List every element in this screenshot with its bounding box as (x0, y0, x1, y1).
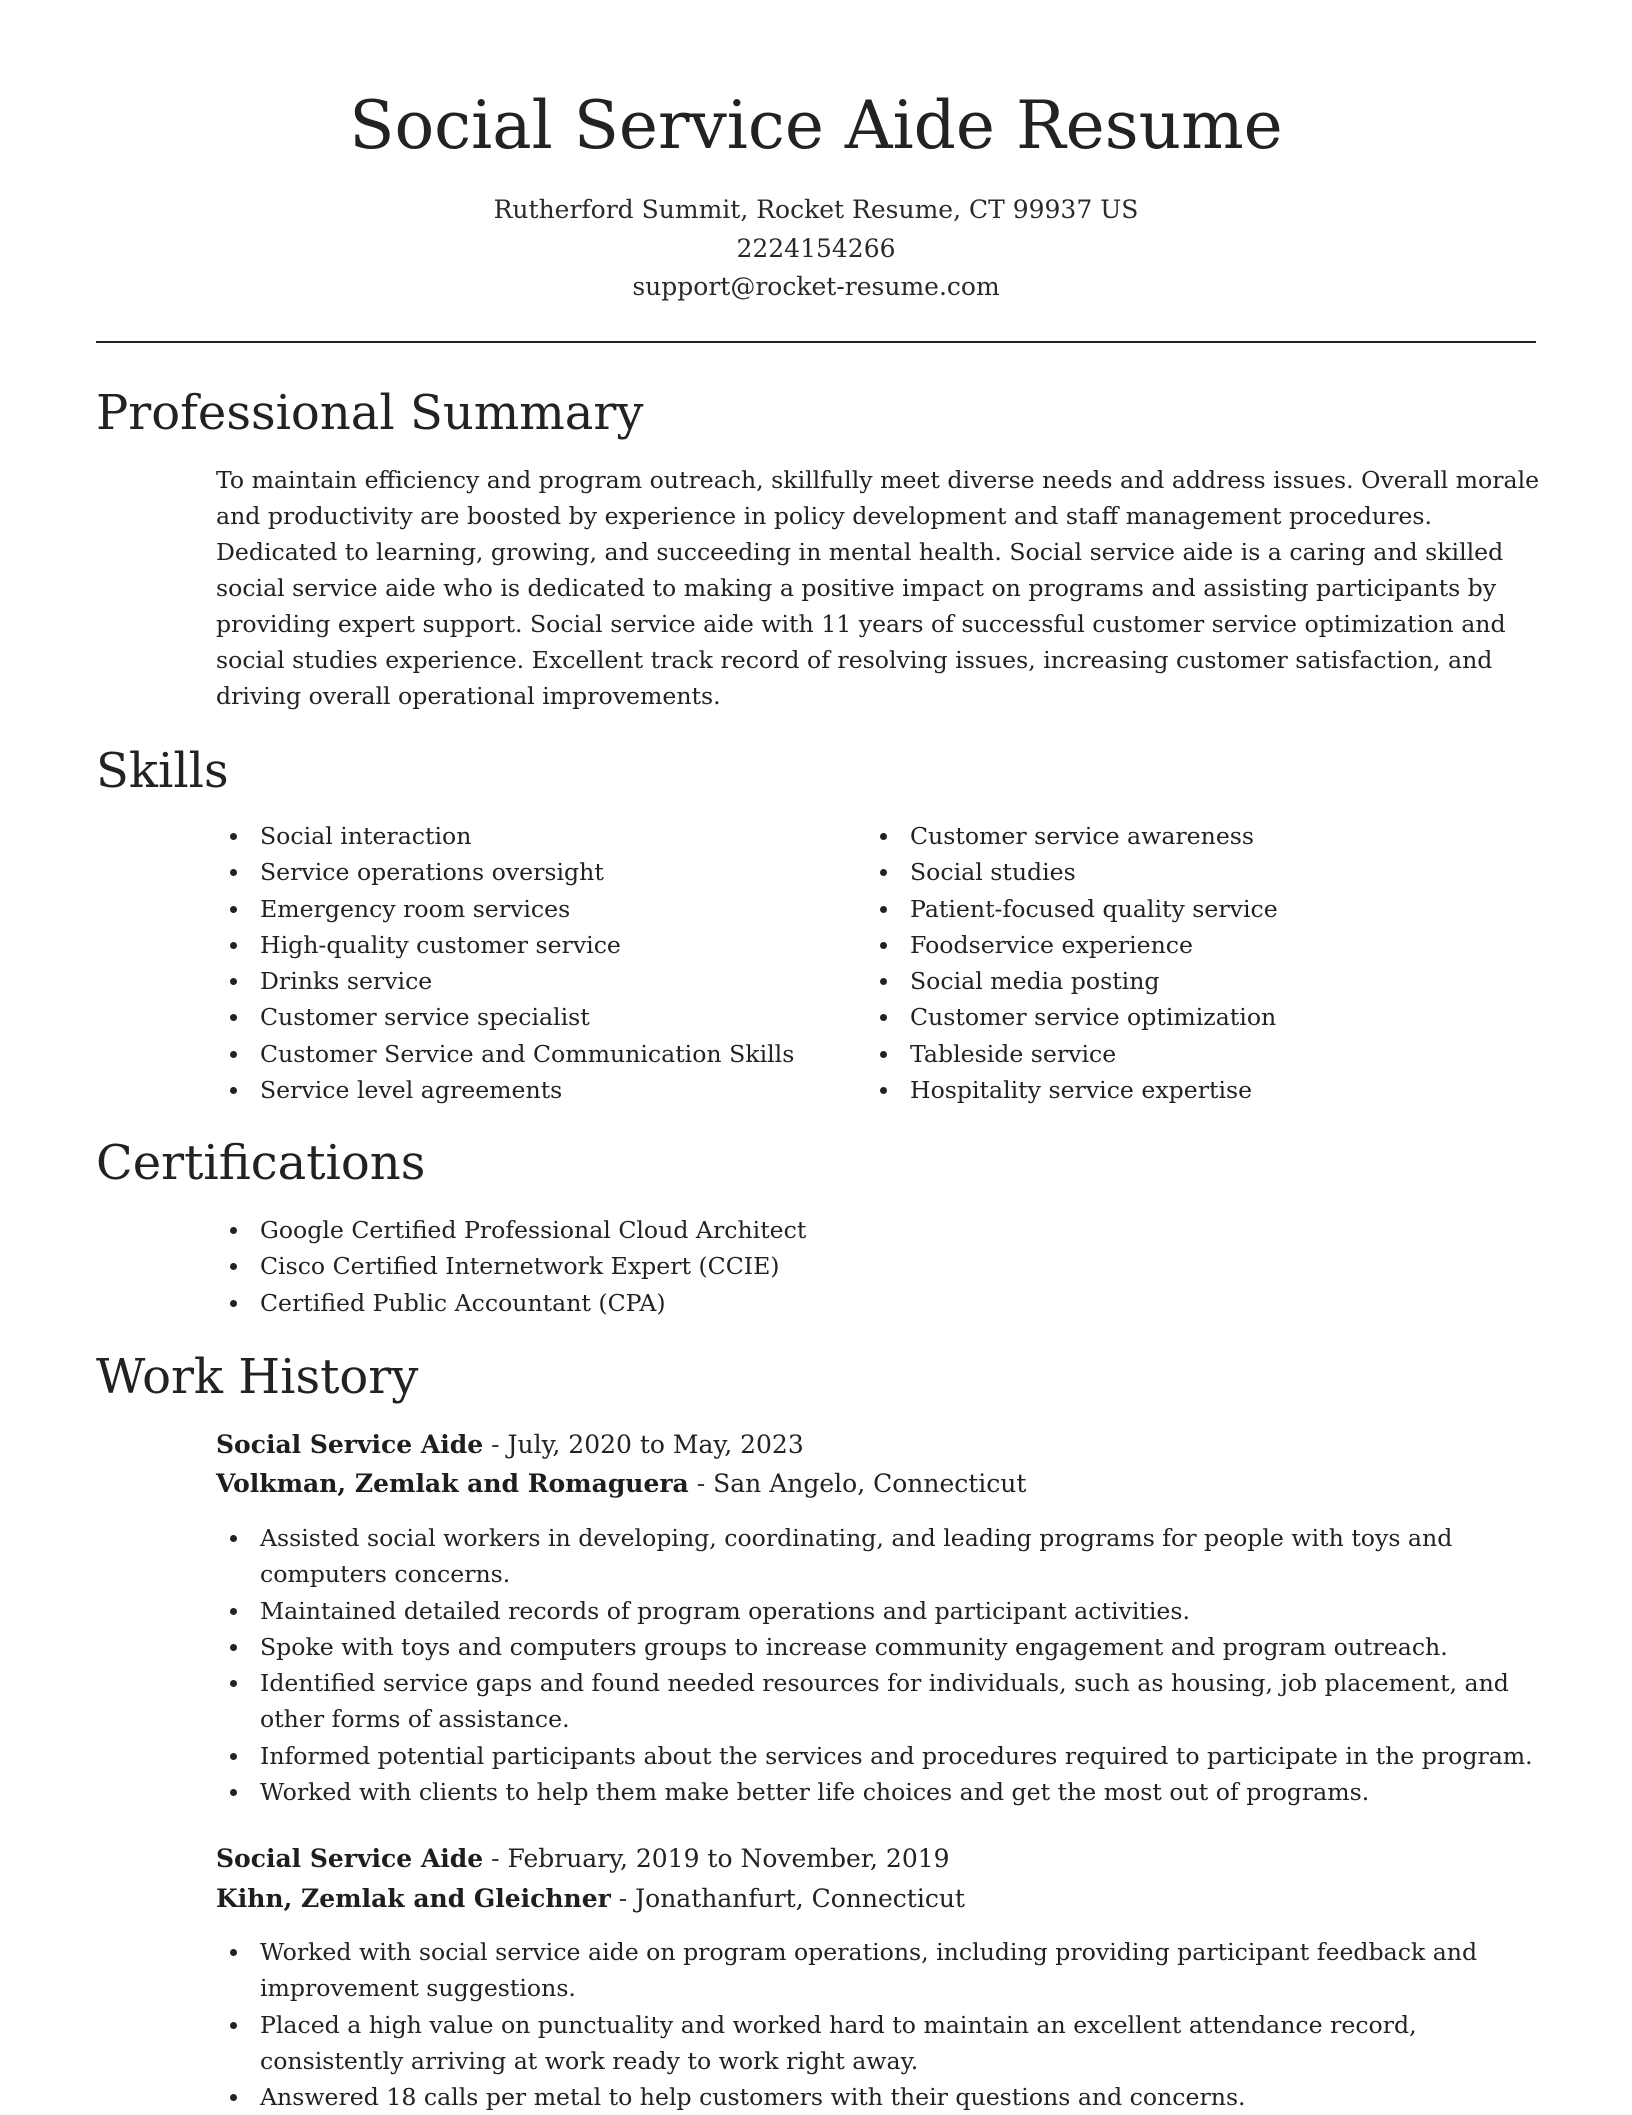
list-item: Hospitality service expertise (866, 1072, 1506, 1108)
list-item: Answered 18 calls per metal to help customers with their questions and concerns. (216, 2079, 1556, 2115)
job-duties-list (216, 1934, 1556, 2115)
list-item: Maintained detailed records of program operations and participant activities. (216, 1593, 1556, 1629)
list-item: Customer service optimization (866, 999, 1506, 1035)
job-company-line: Kihn, Zemlak and Gleichner - Jonathanfurt, Connecticut (216, 1884, 965, 1913)
list-item: Worked with clients to help them make better life choices and get the most out of programs. (216, 1774, 1556, 1810)
certifications-list (216, 1212, 1536, 1321)
list-item: Service operations oversight (216, 854, 856, 890)
list-item: Social studies (866, 854, 1506, 890)
job-title-line: Social Service Aide - July, 2020 to May, 2023 (216, 1430, 804, 1459)
header-divider (96, 341, 1536, 343)
list-item: Spoke with toys and computers groups to increase community engagement and program outreach. (216, 1629, 1556, 1665)
certifications-heading: Certifications (96, 1135, 426, 1191)
job-location: San Angelo, Connecticut (713, 1469, 1027, 1498)
job-company: Volkman, Zemlak and Romaguera (216, 1469, 689, 1498)
list-item: Google Certified Professional Cloud Architect (216, 1212, 1536, 1248)
list-item: Service level agreements (216, 1072, 856, 1108)
job-title: Social Service Aide (216, 1430, 484, 1459)
job-location: Jonathanfurt, Connecticut (635, 1884, 965, 1913)
list-item: Informed potential participants about the services and procedures required to participate in the program. (216, 1738, 1556, 1774)
list-item: Worked with social service aide on program operations, including providing participant feedback and improvement suggestions. (216, 1934, 1556, 2007)
list-item: Drinks service (216, 963, 856, 999)
list-item: Identified service gaps and found needed resources for individuals, such as housing, job placement, and other forms of assistance. (216, 1665, 1556, 1738)
list-item: Customer Service and Communication Skills (216, 1036, 856, 1072)
job-company-line: Volkman, Zemlak and Romaguera - San Angelo, Connecticut (216, 1469, 1027, 1498)
resume-title: Social Service Aide Resume (349, 87, 1283, 164)
list-item: High-quality customer service (216, 927, 856, 963)
list-item: Patient-focused quality service (866, 891, 1506, 927)
list-item: Assisted social workers in developing, coordinating, and leading programs for people with toys and computers concerns. (216, 1520, 1556, 1593)
skills-heading: Skills (96, 743, 229, 799)
list-item: Customer service specialist (216, 999, 856, 1035)
contact-email: support@rocket-resume.com (632, 272, 1000, 301)
list-item: Cisco Certified Internetwork Expert (CCIE) (216, 1248, 1536, 1284)
list-item: Certified Public Accountant (CPA) (216, 1285, 1536, 1321)
list-item: Tableside service (866, 1036, 1506, 1072)
contact-address: Rutherford Summit, Rocket Resume, CT 99937 US (493, 195, 1139, 224)
list-item: Social interaction (216, 818, 856, 854)
professional-summary-heading: Professional Summary (96, 385, 644, 441)
professional-summary-text: To maintain efficiency and program outreach, skillfully meet diverse needs and address issues. Overall morale and productivity are boosted by experience in policy development and staff management procedures. Dedicated to learning, growing, and succeeding in mental health. Social service aide is a caring and skilled social service aide who is dedicated to making a positive impact on programs and assisting participants by providing expert support. Social service aide with 11 years of successful customer service optimization and social studies experience. Excellent track record of resolving issues, increasing customer satisfaction, and driving overall operational improvements. (216, 466, 1540, 710)
skills-list-left (216, 818, 856, 1108)
list-item: Customer service awareness (866, 818, 1506, 854)
work-history-heading: Work History (96, 1349, 419, 1405)
job-dates: February, 2019 to November, 2019 (507, 1844, 950, 1873)
contact-phone: 2224154266 (736, 234, 896, 263)
job-dates: July, 2020 to May, 2023 (507, 1430, 804, 1459)
skills-list-right (866, 818, 1506, 1108)
job-title: Social Service Aide (216, 1844, 484, 1873)
list-item: Emergency room services (216, 891, 856, 927)
job-title-line: Social Service Aide - February, 2019 to November, 2019 (216, 1844, 950, 1873)
list-item: Placed a high value on punctuality and worked hard to maintain an excellent attendance record, consistently arriving at work ready to work right away. (216, 2007, 1556, 2080)
job-duties-list (216, 1520, 1556, 1810)
job-company: Kihn, Zemlak and Gleichner (216, 1884, 611, 1913)
list-item: Foodservice experience (866, 927, 1506, 963)
list-item: Social media posting (866, 963, 1506, 999)
